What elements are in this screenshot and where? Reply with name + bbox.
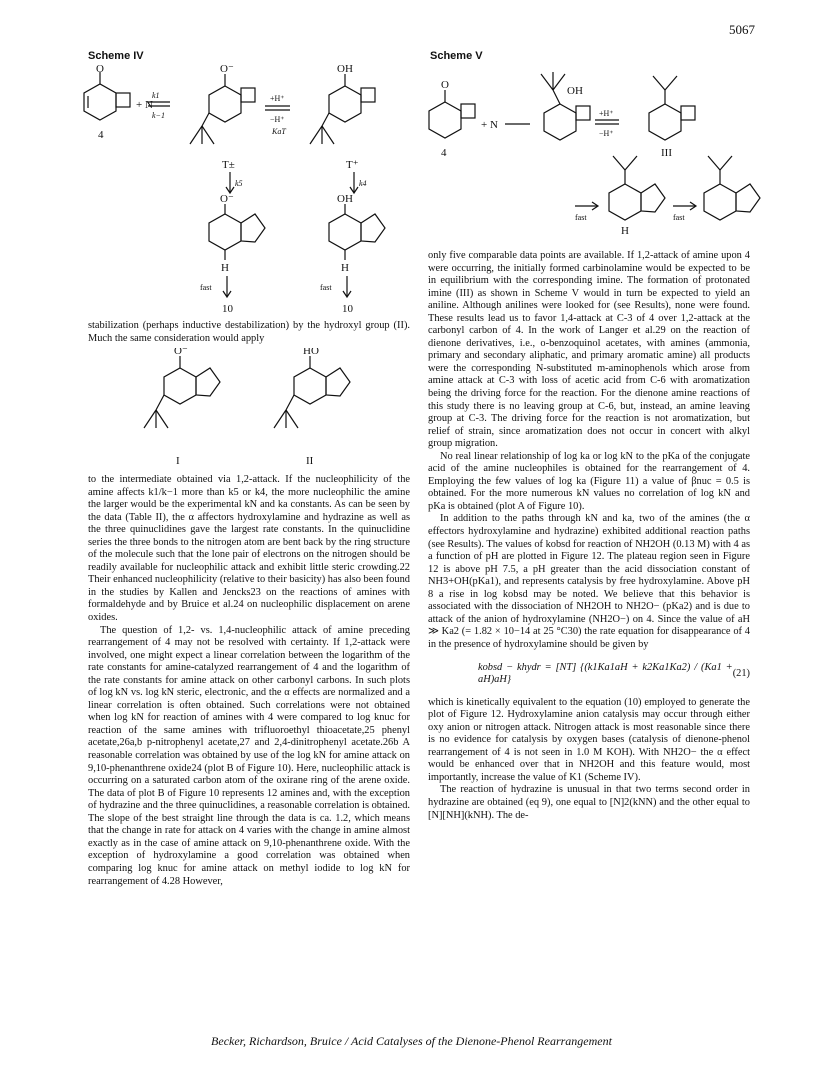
equation-number: (21): [732, 667, 750, 679]
i-o-minus: O⁻: [174, 348, 188, 357]
oh-label-2: OH: [337, 193, 353, 205]
product-10-label: 10: [222, 303, 233, 315]
fast-label-2: fast: [320, 283, 332, 292]
t-pm-label: T±: [222, 159, 235, 171]
label-i: I: [176, 455, 180, 467]
v-dienone-o-label: O: [441, 79, 449, 91]
plus-h-label: +H⁺: [270, 94, 285, 103]
left-paragraph-3: The question of 1,2- vs. 1,4-nucleophilic attack of amine preceding rearrangement of 4 may not be resolved with certainty. If 1,2-attack were involved, one might expect a linear correlation between the logarithm of the rate constants for amine-catalyzed rearrangement of 4 and the logarithm of the rate constants for amine attack on other carbonyl carbons. In such plots of log kN vs. log kN steric, electronic, and the α effects are normalized and a linear correlation is often obtained. Such correlations were not obtained when log kN for reaction of amines with 4 were compared to log knuc for reaction of the same amines with trifluoroethyl thioacetate,25 phenyl acetate,26a,b p-nitrophenyl acetate,27 and 2,4-dinitrophenyl acetate.26b A reasonable correlation was obtained by use of the log kN for amine attack on 9,10-phenanthrene oxide24 (plot B of Figure 10). Here, nucleophilic attack is occurring on a saturated carbon atom of the oxirane ring of the arene oxide. The data of plot B of Figure 10 represents 12 amines and, with the exception of hydrazine and the three quinuclidines, a reasonable correlation is obtained. The slope of the best straight line through the data is ca. 1.2, which means that the change in rate for attack on 4 varies with the change in amine almost exactly as in the case of amine attack on 9,10-phenanthrene oxide. With the exception of hydroxylamine a good correlation was obtained when comparing log knuc for amine attack on methyl iodide to log kN for rearrangement of 4.28 However,: [88, 624, 410, 887]
o-minus-label-2: O⁻: [220, 193, 234, 205]
scheme-iv-diagram: [80, 64, 410, 316]
left-column-top: [88, 320, 410, 345]
left-paragraph-1: stabilization (perhaps inductive destabilization) by the hydroxyl group (II). Much the same consideration would apply: [88, 320, 410, 344]
o-minus-label: O⁻: [220, 64, 234, 75]
ii-ho: HO: [303, 348, 319, 357]
scheme-v-diagram: [425, 64, 765, 234]
product-10-label-2: 10: [342, 303, 353, 315]
k1-label: k1: [152, 91, 160, 100]
k4-label: k4: [359, 179, 367, 188]
v-fast-label-2: fast: [673, 213, 685, 222]
page-footer: Becker, Richardson, Bruice / Acid Catalyses of the Dienone-Phenol Rearrangement: [211, 1034, 612, 1048]
left-column-main: [88, 474, 410, 888]
right-paragraph-4: which is kinetically equivalent to the equation (10) employed to generate the plot of Figure 12. Hydroxylamine anion catalysis may occur through either oxy anion or nitrogen attack. Nitrogen attack is most reasonable since there is no evidence for catalysis by oxygen bases (catalysis of dienone-phenol rearrangement of 4 is not seen in 1.0 M KOH). With NH2O− the α effect would be enhanced over that in NH2OH and this feature would, most importantly, increase the value of K1 (Scheme IV).: [428, 696, 750, 783]
scheme-iv-title: Scheme IV: [88, 50, 144, 62]
v-compound-4-label: 4: [441, 147, 447, 159]
left-paragraph-2: to the intermediate obtained via 1,2-attack. If the nucleophilicity of the amine affects k1/k−1 more than k5 or k4, the more nucleophilic the amine the larger would be the experimental kN and ka constants. As can be seen by the data (Table II), the α affectors hydroxylamine and hydrazine as well as the three quinuclidines gave the largest rate constants. In the quinuclidine series the three bonds to the nitrogen atom are bent back by the ring structure of the molecule such that the lone pair of electrons on the nitrogen should be readily available for nucleophilic attack and exhibit little steric crowding.22 Their enhanced nucleophilicity (relative to their basicity) has also been found in the studies by Kallen and Jencks23 on the reactions of amines with formaldehyde and by Bruice et al.24 on nucleophilic displacement on arene oxides.: [88, 474, 410, 624]
compound-4-label: 4: [98, 129, 104, 141]
oh-label: OH: [337, 64, 353, 75]
v-fast-label: fast: [575, 213, 587, 222]
v-plus-n-label: + N: [481, 119, 498, 131]
v-minus-h-label: −H⁺: [599, 129, 614, 138]
right-paragraph-2: No real linear relationship of log ka or log kN to the pKa of the conjugate acid of the amine nucleophiles is obtained for the rearrangement of 4. Employing the few values of log ka (Figure 11) a value of βnuc = 0.5 is obtained. For the more numerous kN values no correlation of log kN and pKa is obtained (plot A of Figure 10).: [428, 450, 750, 512]
v-h-label: H: [621, 225, 629, 234]
h-label-2: H: [341, 262, 349, 274]
k5-label: k5: [235, 179, 243, 188]
v-oh-label: OH: [567, 85, 583, 97]
fast-label: fast: [200, 283, 212, 292]
t-plus-label: T⁺: [346, 159, 359, 171]
plus-n-label: + N: [136, 99, 153, 111]
v-plus-h-label: +H⁺: [599, 109, 614, 118]
right-column: [428, 250, 750, 822]
label-ii: II: [306, 455, 314, 467]
page-number: 5067: [729, 22, 755, 37]
structures-i-ii: [120, 348, 380, 470]
k-minus1-label: k−1: [152, 111, 165, 120]
dienone-o-label: O: [96, 64, 104, 75]
compound-iii-label: III: [661, 147, 672, 159]
equation-21: kobsd − khydr = [NT] {(k1Ka1aH + k2Ka1Ka2) / (Ka1 + aH)aH}: [478, 661, 733, 686]
h-label: H: [221, 262, 229, 274]
right-paragraph-3: In addition to the paths through kN and ka, two of the amines (the α effectors hydroxylamine and hydrazine) exhibited additional reaction paths (see Results). The values of kobsd for reaction of NH2OH (0.13 M) with 4 as a function of pH are plotted in Figure 12. The plateau region seen in Figure 12 is above pH 7.5, a pH greater than the acid dissociation constant of NH3+OH(pKa1), and represents catalysis by free hydroxylamine. Above pH 8 a rise in log kobsd may be noted. We believe that this behavior is associated with the dissociation of NH2OH to NH2O− (pKa2) and is due to attack of the anion of hydroxylamine (NH2O−) on 4. Since the value of aH ≫ Ka2 (= 1.82 × 10−14 at 25 °C30) the rate equation for disappearance of 4 in the presence of hydroxylamine should be given by: [428, 513, 750, 650]
right-paragraph-1: only five comparable data points are available. If 1,2-attack of amine upon 4 were occurring, the initially formed carbinolamine would be expected to be in equilibrium with the corresponding imine. The formation of protonated imine (III) as shown in Scheme V would in turn be expected to yield an aniline. Although anilines were looked for (see Results), none were found. These results lead us to favor 1,4-attack at C-3 of 4 over 1,2-attack at the carbonyl carbon of 4. In the work of Langer et al.29 on the reaction of dienone derivatives, i.e., o-benzoquinol acetates, with amines (ammonia, primary and secondary aliphatic, and primary aromatic amine) all products were the corresponding N-substituted m-aminophenols which arose from amine attack at C-3 with loss of acetic acid from C-6 with aromatization being the driving force for the reaction. For the dienone amine reactions of this study there is no leaving group at C-6, but, instead, an amine leaving group at C-3. The driving force for the reaction is not aromatization, but relief of strain, since aromatization does not occur in concert with alkyl group migration.: [428, 250, 750, 450]
scheme-v-title: Scheme V: [430, 50, 483, 62]
minus-h-label: −H⁺: [270, 115, 285, 124]
right-paragraph-5: The reaction of hydrazine is unusual in that two terms second order in hydrazine are obtained (eq 9), one equal to [N]2(kNN) and the other equal to [N][NH](kNH). The de-: [428, 784, 750, 821]
kat-label: KaT: [272, 127, 286, 136]
